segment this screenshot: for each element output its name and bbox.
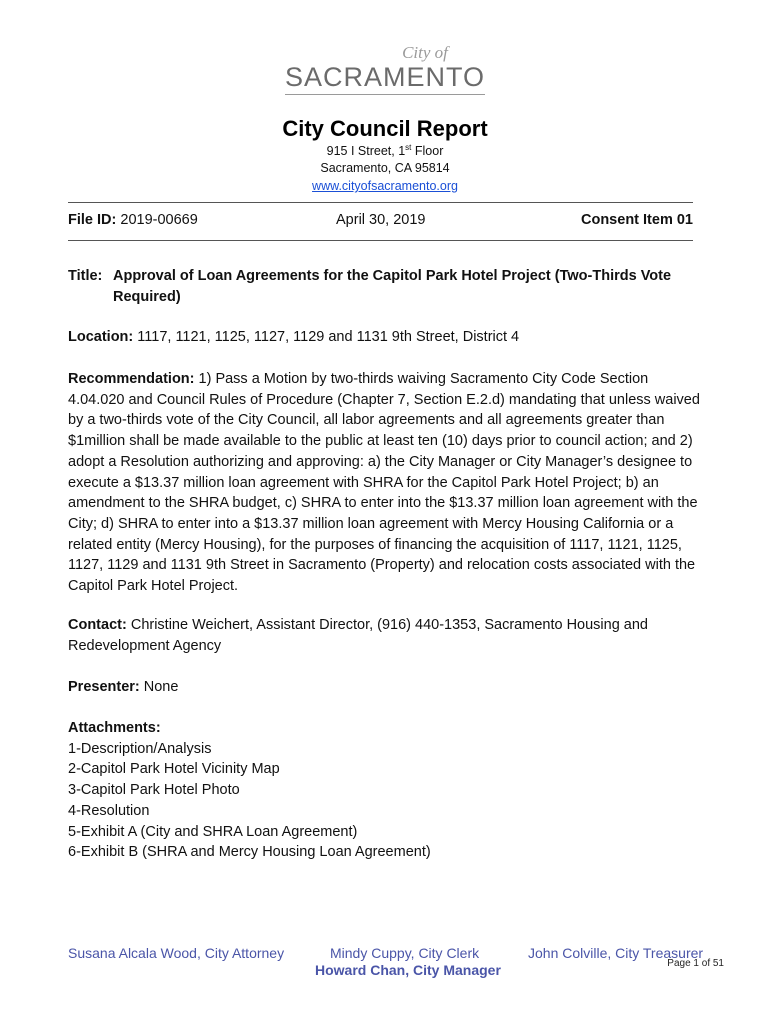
contact-text: Christine Weichert, Assistant Director, (916) 440-1353, Sacramento Housing and Redevelopment Agency — [68, 617, 648, 654]
footer-city-attorney: Susana Alcala Wood, City Attorney — [68, 945, 285, 961]
file-id — [68, 212, 198, 228]
attachment-item[interactable]: 1-Description/Analysis — [68, 740, 212, 757]
address-line-2: Sacramento, CA 95814 — [320, 161, 450, 175]
address-line-1 — [0, 143, 770, 158]
location-label: Location: — [68, 329, 134, 345]
contact-label: Contact: — [68, 617, 127, 633]
footer-city-clerk: Mindy Cuppy, City Clerk — [330, 945, 480, 961]
presenter-text: None — [139, 679, 179, 695]
attachment-item[interactable]: 3-Capitol Park Hotel Photo — [68, 782, 240, 799]
divider-top — [68, 202, 693, 203]
file-id-value: 2019-00669 — [120, 212, 198, 228]
location — [68, 327, 708, 348]
logo-city-of: City of — [402, 43, 448, 62]
consent-item: Consent Item 01 — [581, 212, 693, 228]
address-sup: st — [405, 143, 412, 152]
website-link[interactable]: www.cityofsacramento.org — [312, 179, 458, 193]
attachment-item[interactable]: 2-Capitol Park Hotel Vicinity Map — [68, 761, 280, 778]
presenter — [68, 677, 708, 698]
divider-bottom — [68, 240, 693, 241]
location-text: 1117, 1121, 1125, 1127, 1129 and 1131 9th Street, District 4 — [133, 329, 520, 345]
attachment-item[interactable]: 6-Exhibit B (SHRA and Mercy Housing Loan Agreement) — [68, 844, 431, 861]
logo-sacramento: SACRAMENTO — [285, 62, 485, 95]
contact — [68, 615, 688, 656]
file-id-label: File ID: — [68, 212, 117, 228]
report-title: City Council Report — [282, 116, 488, 141]
address-street: 915 I Street, 1 — [326, 144, 406, 159]
attachment-item[interactable]: 4-Resolution — [68, 802, 150, 819]
footer-city-manager: Howard Chan, City Manager — [315, 962, 501, 978]
address-floor: Floor — [411, 144, 444, 159]
attachments-label: Attachments: — [68, 720, 161, 736]
attachments — [68, 718, 708, 863]
recommendation-text: 1) Pass a Motion by two-thirds waiving Sacramento City Code Section 4.04.020 and Council Rules of Procedure (Chapter 7, Section E.2.d) mandating that unless waived by a two-thirds vote of the City Council, all labor agreements and all agreements greater than $1million shall be made available to the public at least ten (10) days prior to council action; and 2) adopt a Resolution authorizing and approving: a) the City Manager or City Manager’s designee to execute a $13.37 million loan agreement with SHRA for the Capitol Park Hotel Project; b) an amendment to the SHRA budget, c) SHRA to enter into the $13.37 million loan agreement with the City; d) SHRA to enter into a $13.37 million loan agreement with Mercy Housing California or a related entity (Mercy Housing), for the purposes of financing the acquisition of 1117, 1121, 1125, 1127, 1129 and 1131 9th Street in Sacramento (Property) and relocation costs associated with the Capitol Park Hotel Project. — [68, 371, 700, 595]
page-number: Page 1 of 51 — [667, 958, 724, 969]
footer-city-treasurer: John Colville, City Treasurer — [528, 945, 704, 961]
attachment-item[interactable]: 5-Exhibit A (City and SHRA Loan Agreement) — [68, 823, 358, 840]
title-label: Title: — [68, 268, 103, 284]
title-text: Approval of Loan Agreements for the Capitol Park Hotel Project (Two-Thirds Vote Required) — [113, 268, 672, 305]
meeting-date: April 30, 2019 — [336, 212, 426, 228]
city-logo — [0, 44, 770, 95]
recommendation — [68, 369, 700, 597]
recommendation-label: Recommendation: — [68, 371, 195, 387]
presenter-label: Presenter: — [68, 679, 140, 695]
